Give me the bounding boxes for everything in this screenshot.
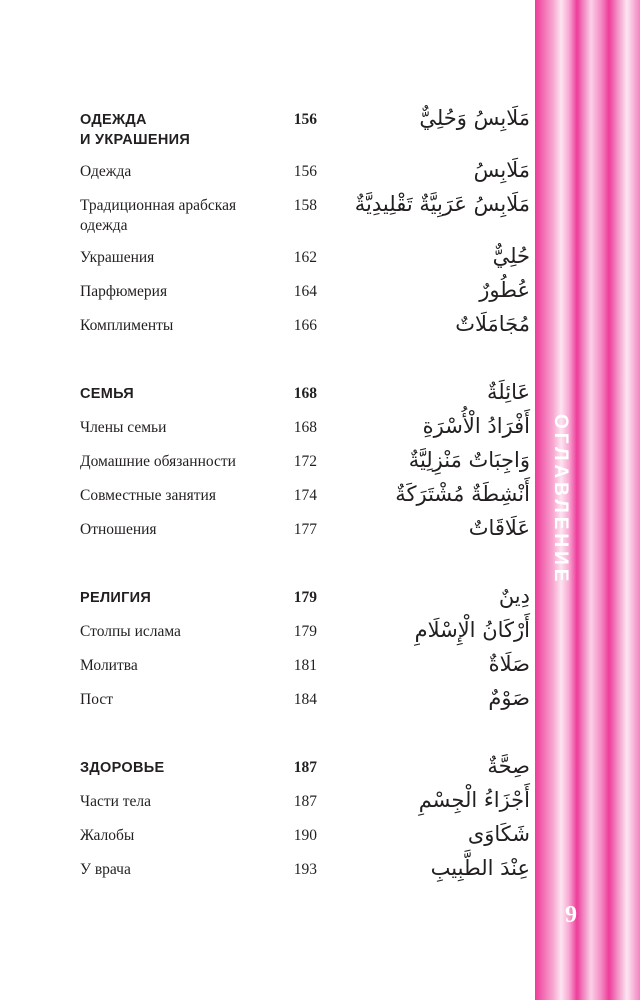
- toc-item-arabic: عَلَاقَاتٌ: [468, 516, 530, 540]
- toc-item-label: Жалобы: [80, 827, 135, 844]
- toc-item-page: 166: [293, 317, 317, 334]
- toc-item: [80, 822, 530, 856]
- toc-item-arabic: صَلَاةٌ: [488, 652, 530, 676]
- toc-item-page: 181: [293, 657, 317, 674]
- section-header-clothing: [80, 106, 530, 148]
- toc-item-arabic: شَكَاوَى: [467, 822, 530, 846]
- toc-item-label: У врача: [80, 861, 131, 878]
- toc-item-page: 162: [293, 249, 317, 266]
- toc-item: [80, 516, 530, 550]
- section-title: ОДЕЖДА И УКРАШЕНИЯ: [80, 112, 191, 148]
- toc-item: [80, 652, 530, 686]
- toc-item-label: Члены семьи: [80, 419, 167, 436]
- toc-item-label: Домашние обязанности: [80, 453, 236, 470]
- toc-item: [80, 192, 530, 234]
- toc-item-arabic: مُجَامَلَاتٌ: [455, 312, 530, 336]
- section-arabic: عَائِلَةٌ: [487, 380, 530, 404]
- toc-item-arabic: مَلَابِسُ: [473, 158, 530, 182]
- toc-item: [80, 686, 530, 720]
- toc-item-page: 174: [293, 487, 317, 504]
- toc-item-arabic: صَوْمٌ: [488, 686, 530, 710]
- section-header-health: [80, 754, 530, 788]
- toc-item-label: Традиционная арабская одежда: [80, 197, 237, 234]
- section-header-family: [80, 380, 530, 414]
- section-arabic: دِينٌ: [498, 584, 530, 608]
- toc-item-page: 187: [293, 793, 317, 810]
- toc-item-arabic: أَنْشِطَةٌ مُشْتَرَكَةٌ: [395, 482, 530, 506]
- toc-item-page: 177: [293, 521, 317, 538]
- toc-item-label: Совместные занятия: [80, 487, 216, 504]
- toc-item-label: Части тела: [80, 793, 152, 810]
- toc-item-label: Одежда: [80, 163, 132, 180]
- section-page: 168: [293, 385, 317, 402]
- toc-item-label: Пост: [80, 691, 113, 708]
- toc-item-label: Отношения: [80, 521, 157, 538]
- toc-item-page: 193: [293, 861, 317, 878]
- toc-item: [80, 278, 530, 312]
- section-title: РЕЛИГИЯ: [80, 590, 152, 606]
- toc-item-page: 164: [293, 283, 317, 300]
- toc-item-label: Столпы ислама: [80, 623, 181, 640]
- toc-item: [80, 856, 530, 890]
- toc-item-page: 190: [293, 827, 317, 844]
- section-page: 156: [293, 111, 317, 128]
- toc-item: [80, 244, 530, 278]
- side-title: ОГЛАВЛЕНИЕ: [550, 414, 571, 586]
- toc-item-page: 179: [293, 623, 317, 640]
- toc-item-arabic: أَرْكَانُ الْإِسْلَامِ: [414, 618, 530, 642]
- section-header-religion: [80, 584, 530, 618]
- toc-item-arabic: مَلَابِسُ عَرَبِيَّةٌ تَقْلِيدِيَّةٌ: [354, 192, 530, 216]
- section-title: ЗДОРОВЬЕ: [80, 760, 165, 776]
- toc-item: [80, 618, 530, 652]
- toc-item-arabic: وَاجِبَاتٌ مَنْزِلِيَّةٌ: [408, 448, 530, 472]
- toc-item-label: Украшения: [80, 249, 155, 266]
- toc-item-arabic: أَجْزَاءُ الْجِسْمِ: [418, 788, 530, 812]
- toc-item-page: 172: [293, 453, 317, 470]
- toc-item: [80, 788, 530, 822]
- toc-item-page: 158: [293, 197, 317, 214]
- toc-item-arabic: أَفْرَادُ الْأُسْرَةِ: [422, 414, 530, 438]
- section-page: 187: [293, 759, 317, 776]
- toc-item: [80, 482, 530, 516]
- toc-item-label: Молитва: [80, 657, 138, 674]
- toc-item-label: Парфюмерия: [80, 283, 168, 300]
- toc-item: [80, 158, 530, 192]
- section-arabic: مَلَابِسُ وَحُلِيٌّ: [419, 106, 530, 130]
- toc-item: [80, 414, 530, 448]
- toc-item-arabic: حُلِيٌّ: [492, 244, 530, 268]
- section-arabic: صِحَّةٌ: [487, 754, 530, 778]
- section-title: СЕМЬЯ: [80, 386, 135, 402]
- toc-item-label: Комплименты: [80, 317, 174, 334]
- toc-item-arabic: عِنْدَ الطَّبِيبِ: [430, 856, 530, 880]
- page-number: 9: [565, 902, 577, 928]
- toc-item-page: 184: [293, 691, 317, 708]
- toc-item: [80, 312, 530, 346]
- section-page: 179: [293, 589, 317, 606]
- toc-item-page: 168: [293, 419, 317, 436]
- toc-item-page: 156: [293, 163, 317, 180]
- toc-item-arabic: عُطُورٌ: [479, 278, 530, 302]
- toc-item: [80, 448, 530, 482]
